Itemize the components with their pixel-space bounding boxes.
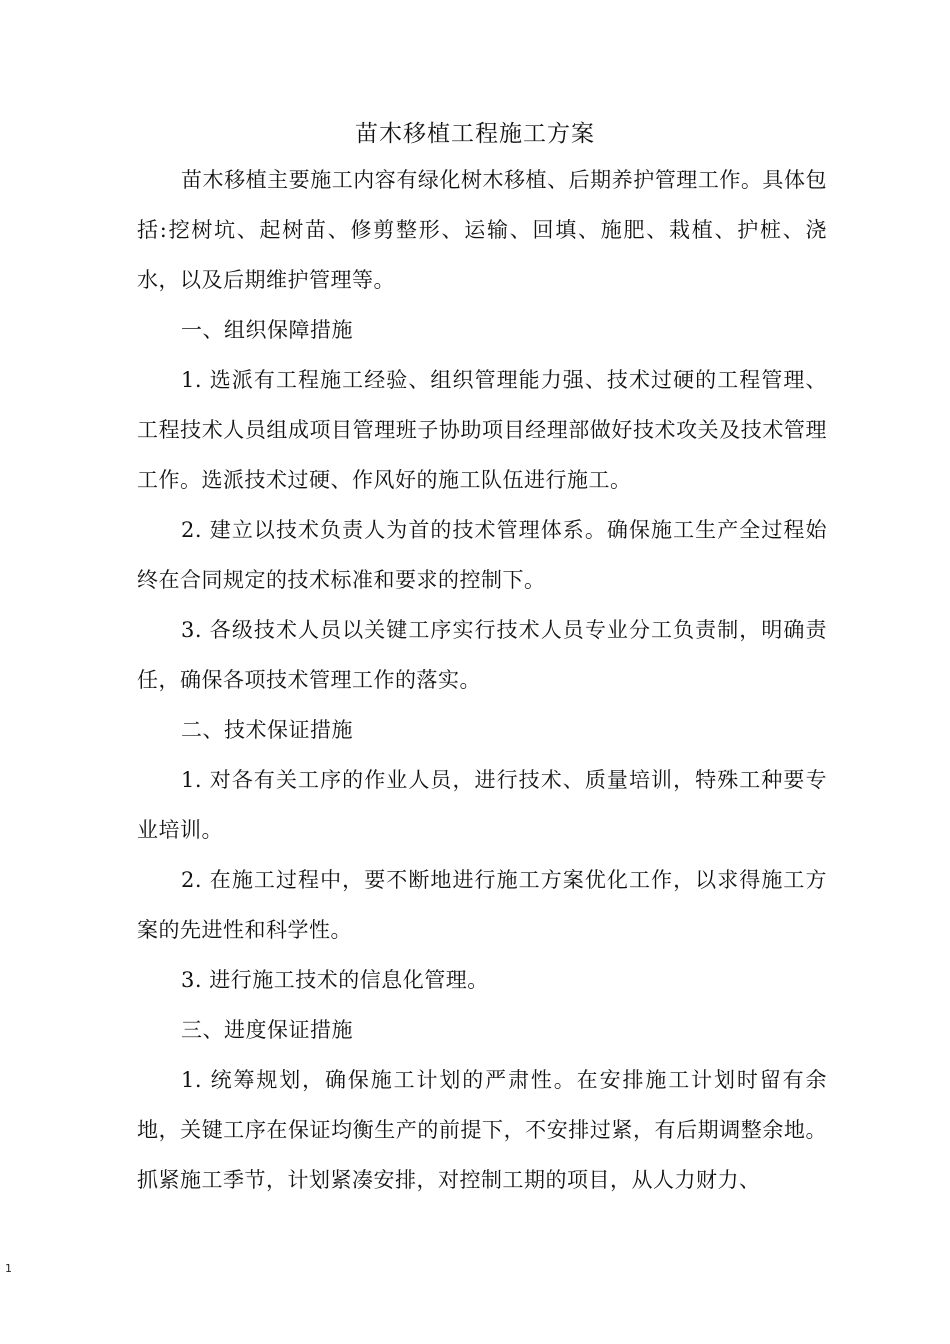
section-heading-schedule: 三、进度保证措施 xyxy=(181,1018,353,1042)
organization-item-2: 2. 建立以技术负责人为首的技术管理体系。确保施工生产全过程始终在合同规定的技术标准和要求的控制下。 xyxy=(137,518,827,592)
document-title: 苗木移植工程施工方案 xyxy=(355,121,595,147)
organization-item-3: 3. 各级技术人员以关键工序实行技术人员专业分工负责制，明确责任，确保各项技术管理工作的落实。 xyxy=(137,618,827,692)
section-heading-technical: 二、技术保证措施 xyxy=(181,718,353,742)
intro-paragraph: 苗木移植主要施工内容有绿化树木移植、后期养护管理工作。具体包括:挖树坑、起树苗、修剪整形、运输、回填、施肥、栽植、护桩、浇水，以及后期维护管理等。 xyxy=(137,168,827,292)
section-heading-organization: 一、组织保障措施 xyxy=(181,318,353,342)
document-body xyxy=(137,155,827,1205)
technical-item-2: 2. 在施工过程中，要不断地进行施工方案优化工作，以求得施工方案的先进性和科学性。 xyxy=(137,868,827,942)
organization-item-1: 1. 选派有工程施工经验、组织管理能力强、技术过硬的工程管理、工程技术人员组成项目管理班子协助项目经理部做好技术攻关及技术管理工作。选派技术过硬、作风好的施工队伍进行施工。 xyxy=(137,368,827,492)
page-number: 1 xyxy=(5,1262,12,1275)
technical-item-3: 3. 进行施工技术的信息化管理。 xyxy=(181,968,489,992)
schedule-item-1: 1. 统筹规划，确保施工计划的严肃性。在安排施工计划时留有余地，关键工序在保证均衡生产的前提下，不安排过紧，有后期调整余地。抓紧施工季节，计划紧凑安排，对控制工期的项目，从人力财力、 xyxy=(137,1068,827,1192)
technical-item-1: 1. 对各有关工序的作业人员，进行技术、质量培训，特殊工种要专业培训。 xyxy=(137,768,827,842)
